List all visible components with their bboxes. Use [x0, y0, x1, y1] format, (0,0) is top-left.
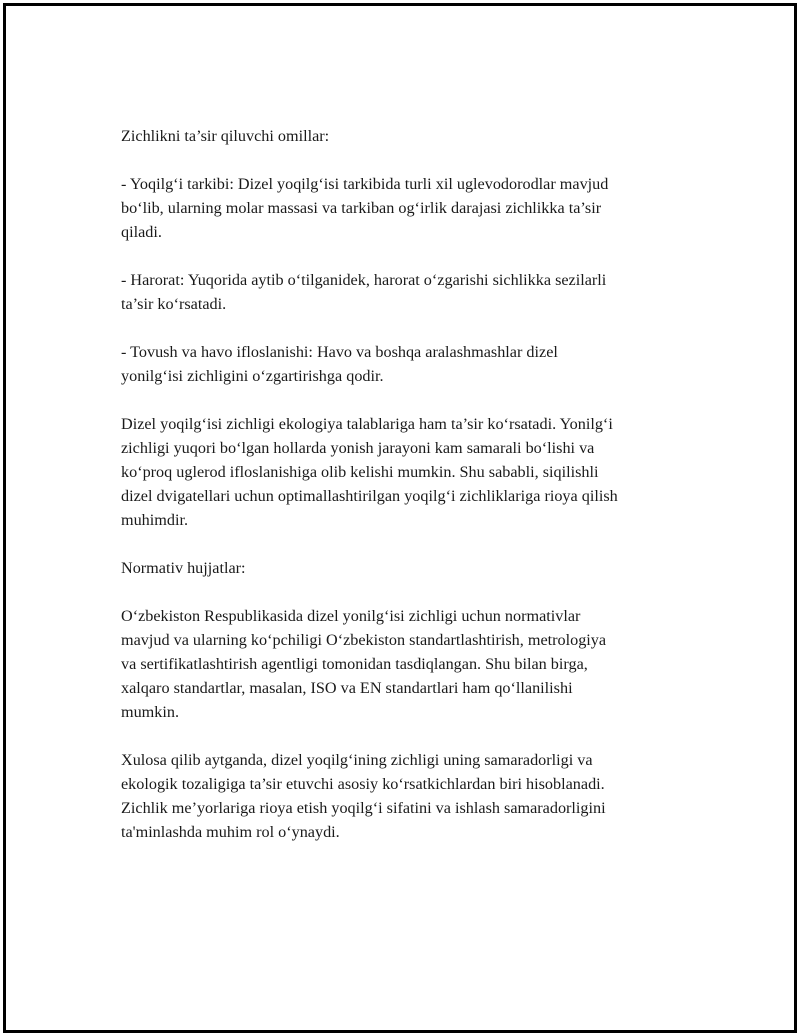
document-page: [3, 3, 797, 1033]
paragraph-conclusion: Xulosa qilib aytganda, dizel yoqilg‘ining zichligi uning samaradorligi va ekologik tozaligiga ta’sir etuvchi asosiy ko‘rsatkichlardan biri hisoblanadi. Zichlik me’yorlariga rioya etish yoqilg‘i sifatini va ishlash samaradorligini ta'minlashda muhim rol o‘ynaydi.: [121, 751, 606, 841]
bullet-contamination: - Tovush va havo ifloslanishi: Havo va boshqa aralashmashlar dizel yonilg‘isi zichligini o‘zgartirishga qodir.: [121, 343, 558, 385]
paragraph-normative: O‘zbekiston Respublikasida dizel yonilg‘isi zichligi uchun normativlar mavjud va ularning ko‘pchiligi O‘zbekiston standartlashtirish, metrologiya va sertifikatlashtirish agentligi tomonidan tasdiqlangan. Shu bilan birga, xalqaro standartlar, masalan, ISO va EN standartlari ham qo‘llanilishi mumkin.: [121, 607, 607, 721]
section-heading-normative: Normativ hujjatlar:: [121, 559, 246, 577]
bullet-fuel-composition: - Yoqilg‘i tarkibi: Dizel yoqilg‘isi tarkibida turli xil uglevodorodlar mavjud bo‘lib, ularning molar massasi va tarkiban og‘irlik darajasi zichlikka ta’sir qiladi.: [121, 175, 609, 241]
bullet-temperature: - Harorat: Yuqorida aytib o‘tilganidek, harorat o‘zgarishi sichlikka sezilarli ta’sir ko‘rsatadi.: [121, 271, 607, 313]
section-heading-factors: Zichlikni ta’sir qiluvchi omillar:: [121, 127, 330, 145]
paragraph-ecology: Dizel yoqilg‘isi zichligi ekologiya talablariga ham ta’sir ko‘rsatadi. Yonilg‘i zichligi yuqori bo‘lgan hollarda yonish jarayoni kam samarali bo‘lishi va ko‘proq uglerod ifloslanishiga olib kelishi mumkin. Shu sababli, siqilishli dizel dvigatellari uchun optimallashtirilgan yoqilg‘i zichliklariga rioya qilish muhimdir.: [121, 415, 618, 529]
document-body: [121, 124, 706, 844]
